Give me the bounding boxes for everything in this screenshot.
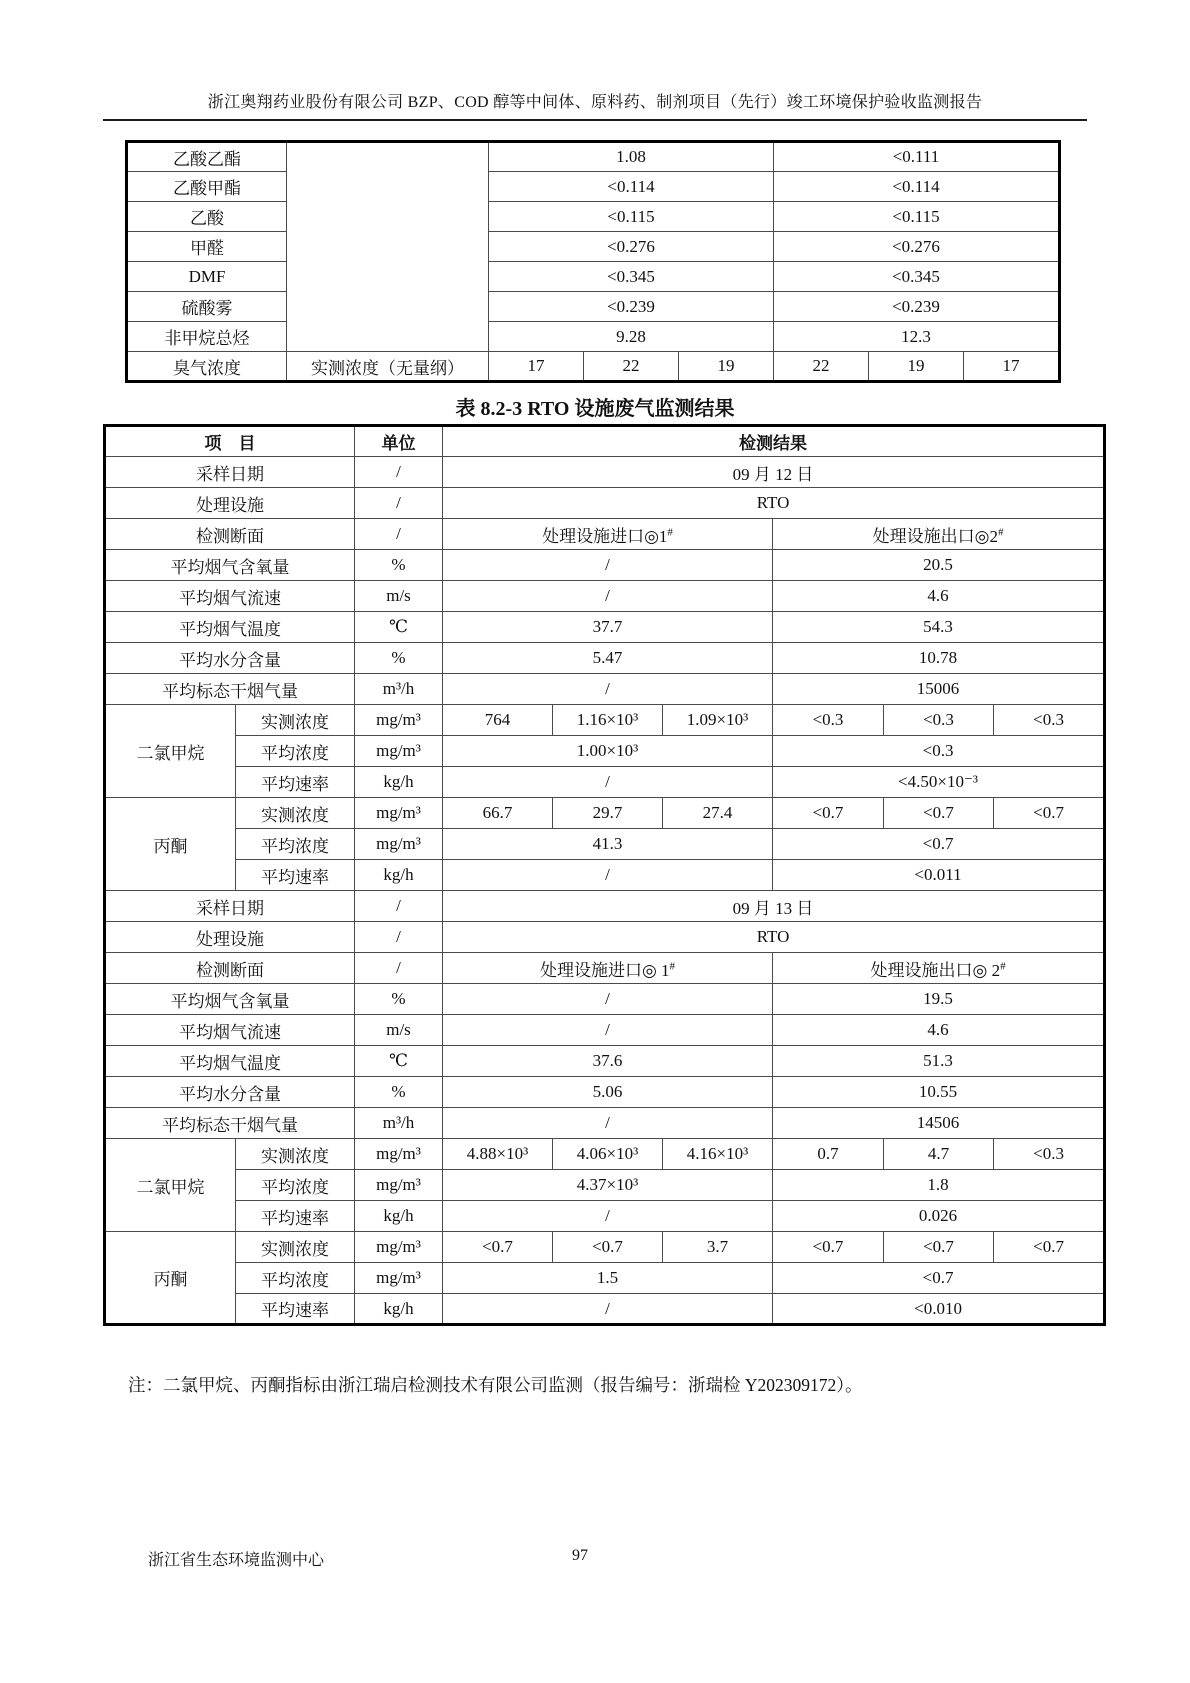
cell-sub-label: 实测浓度 xyxy=(236,798,355,829)
cell-sub-label: 平均速率 xyxy=(236,860,355,891)
cell-inlet-value: / xyxy=(443,550,773,581)
cell-sample-value: 27.4 xyxy=(663,798,773,829)
cell-item-name: 臭气浓度 xyxy=(127,352,287,382)
outlet-header-text: 处理设施出口◎2 xyxy=(872,526,998,546)
cell-inlet-value: / xyxy=(443,1201,773,1232)
cell-sample-value: 0.7 xyxy=(773,1139,884,1170)
cell-label: 平均烟气温度 xyxy=(105,1046,355,1077)
cell-pollutant-name: 二氯甲烷 xyxy=(105,1139,236,1232)
cell-pollutant-name: 丙酮 xyxy=(105,1232,236,1325)
pollutant-average-row xyxy=(105,1170,1105,1201)
cell-label: 处理设施 xyxy=(105,488,355,519)
pollutant-rate-row xyxy=(105,1201,1105,1232)
table-row xyxy=(127,172,1060,202)
header-result: 检测结果 xyxy=(443,426,1105,457)
cell-unit: / xyxy=(355,519,443,550)
cell-unit: ℃ xyxy=(355,1046,443,1077)
cell-outlet-value: 1.8 xyxy=(773,1170,1105,1201)
cell-unit: / xyxy=(355,891,443,922)
cell-inlet-value: <0.115 xyxy=(489,202,774,232)
table-row xyxy=(127,232,1060,262)
cell-inlet-value: / xyxy=(443,1294,773,1325)
cell-outlet-value: <0.114 xyxy=(774,172,1060,202)
cell-label: 检测断面 xyxy=(105,953,355,984)
cell-outlet-value: 10.78 xyxy=(773,643,1105,674)
cell-item-name: 甲醛 xyxy=(127,232,287,262)
cell-item-name: 乙酸 xyxy=(127,202,287,232)
cell-sub-label: 平均浓度 xyxy=(236,829,355,860)
cell-unit: mg/m³ xyxy=(355,705,443,736)
param-row xyxy=(105,1108,1105,1139)
cell-unit: kg/h xyxy=(355,1294,443,1325)
cell-unit: mg/m³ xyxy=(355,798,443,829)
cell-sample-value: 19 xyxy=(679,352,774,382)
cell-outlet-value: 54.3 xyxy=(773,612,1105,643)
cell-sample-value: 22 xyxy=(774,352,869,382)
empty-merged-cell xyxy=(287,142,489,352)
rto-monitoring-table xyxy=(103,424,1106,1326)
cell-value: 09 月 12 日 xyxy=(443,457,1105,488)
cell-outlet-value: 10.55 xyxy=(773,1077,1105,1108)
cell-unit: kg/h xyxy=(355,1201,443,1232)
cell-outlet-value: <0.7 xyxy=(773,829,1105,860)
cell-sub-label: 平均浓度 xyxy=(236,1263,355,1294)
cell-inlet-value: <0.114 xyxy=(489,172,774,202)
cell-inlet-value: 1.5 xyxy=(443,1263,773,1294)
cell-item-name: 乙酸乙酯 xyxy=(127,142,287,172)
cell-outlet-value: <0.010 xyxy=(773,1294,1105,1325)
cell-outlet-value: <0.111 xyxy=(774,142,1060,172)
cell-sample-value: 1.16×10³ xyxy=(553,705,663,736)
cell-sample-value: 22 xyxy=(584,352,679,382)
cell-label: 平均水分含量 xyxy=(105,1077,355,1108)
pollutant-average-row xyxy=(105,736,1105,767)
param-row xyxy=(105,674,1105,705)
sampling-date-row xyxy=(105,891,1105,922)
cell-sample-value: 764 xyxy=(443,705,553,736)
pollutant-measured-row xyxy=(105,1232,1105,1263)
cell-outlet-value: <0.239 xyxy=(774,292,1060,322)
cell-inlet-value: 1.08 xyxy=(489,142,774,172)
cell-sample-value: 4.06×10³ xyxy=(553,1139,663,1170)
cell-sample-value: <0.3 xyxy=(994,1139,1105,1170)
cell-sample-value: 19 xyxy=(869,352,964,382)
cell-unit: mg/m³ xyxy=(355,736,443,767)
cell-unit: / xyxy=(355,488,443,519)
cell-unit: mg/m³ xyxy=(355,1170,443,1201)
cell-outlet-value: 4.6 xyxy=(773,1015,1105,1046)
cell-unit: m³/h xyxy=(355,1108,443,1139)
inlet-header-sup: # xyxy=(669,959,676,972)
cell-sample-value: 17 xyxy=(964,352,1060,382)
cell-inlet-value: / xyxy=(443,581,773,612)
cell-inlet-value: 5.06 xyxy=(443,1077,773,1108)
param-row xyxy=(105,1015,1105,1046)
cell-value: RTO xyxy=(443,922,1105,953)
cell-sub-label: 平均速率 xyxy=(236,1294,355,1325)
outlet-header-text: 处理设施出口◎ 2 xyxy=(870,960,1001,980)
param-row xyxy=(105,1046,1105,1077)
cell-inlet-value: 4.37×10³ xyxy=(443,1170,773,1201)
cell-unit: % xyxy=(355,1077,443,1108)
table-row xyxy=(127,322,1060,352)
cell-label: 采样日期 xyxy=(105,891,355,922)
param-row xyxy=(105,1077,1105,1108)
cell-inlet-value: <0.239 xyxy=(489,292,774,322)
cell-sub-label: 平均浓度 xyxy=(236,1170,355,1201)
cell-label: 处理设施 xyxy=(105,922,355,953)
cell-sample-value: <0.7 xyxy=(994,798,1105,829)
cell-sample-value: <0.3 xyxy=(884,705,994,736)
cell-sample-value: 4.16×10³ xyxy=(663,1139,773,1170)
cell-label: 采样日期 xyxy=(105,457,355,488)
param-row xyxy=(105,550,1105,581)
pollutant-rate-row xyxy=(105,767,1105,798)
cell-value: RTO xyxy=(443,488,1105,519)
page-header-title: 浙江奥翔药业股份有限公司 BZP、COD 醇等中间体、原料药、制剂项目（先行）竣工环境保护验收监测报告 xyxy=(207,94,983,111)
cell-outlet-value: <0.3 xyxy=(773,736,1105,767)
table-row xyxy=(127,142,1060,172)
cell-outlet-value: 4.6 xyxy=(773,581,1105,612)
cell-unit: ℃ xyxy=(355,612,443,643)
cell-label: 平均烟气含氧量 xyxy=(105,550,355,581)
cell-sample-value: <0.7 xyxy=(884,798,994,829)
cell-inlet-header xyxy=(443,519,773,550)
param-row xyxy=(105,643,1105,674)
cell-item-name: 硫酸雾 xyxy=(127,292,287,322)
page-number: 97 xyxy=(572,1547,588,1564)
table-row xyxy=(127,202,1060,232)
table-row xyxy=(127,292,1060,322)
section-row xyxy=(105,519,1105,550)
header-row xyxy=(105,426,1105,457)
cell-sample-value: 66.7 xyxy=(443,798,553,829)
cell-outlet-value: 20.5 xyxy=(773,550,1105,581)
cell-outlet-value: 15006 xyxy=(773,674,1105,705)
pollutant-measured-row xyxy=(105,1139,1105,1170)
cell-unit: mg/m³ xyxy=(355,1263,443,1294)
cell-inlet-value: 37.6 xyxy=(443,1046,773,1077)
cell-unit: mg/m³ xyxy=(355,1232,443,1263)
cell-outlet-value: <0.345 xyxy=(774,262,1060,292)
cell-outlet-value: <0.011 xyxy=(773,860,1105,891)
cell-inlet-value: 1.00×10³ xyxy=(443,736,773,767)
cell-outlet-header xyxy=(773,953,1105,984)
cell-inlet-value: / xyxy=(443,767,773,798)
cell-sub-label: 平均浓度 xyxy=(236,736,355,767)
cell-inlet-value: 41.3 xyxy=(443,829,773,860)
cell-unit: kg/h xyxy=(355,860,443,891)
cell-unit: m³/h xyxy=(355,674,443,705)
cell-unit: m/s xyxy=(355,1015,443,1046)
cell-sample-value: <0.7 xyxy=(773,1232,884,1263)
cell-unit: / xyxy=(355,457,443,488)
cell-outlet-value: <0.115 xyxy=(774,202,1060,232)
pollutant-average-row xyxy=(105,829,1105,860)
param-row xyxy=(105,984,1105,1015)
cell-sub-label: 实测浓度 xyxy=(236,1232,355,1263)
inlet-header-sup: # xyxy=(667,525,673,538)
cell-inlet-value: / xyxy=(443,984,773,1015)
outlet-header-sup: # xyxy=(997,525,1004,538)
header-item: 项 目 xyxy=(105,426,355,457)
table-title: 表 8.2-3 RTO 设施废气监测结果 xyxy=(455,398,735,420)
header-unit: 单位 xyxy=(355,426,443,457)
cell-label: 平均水分含量 xyxy=(105,643,355,674)
cell-sample-value: <0.3 xyxy=(773,705,884,736)
cell-inlet-value: <0.345 xyxy=(489,262,774,292)
table-row xyxy=(127,262,1060,292)
cell-label: 平均标态干烟气量 xyxy=(105,674,355,705)
cell-sample-value: <0.7 xyxy=(553,1232,663,1263)
header-rule xyxy=(103,119,1087,121)
cell-outlet-value: <0.276 xyxy=(774,232,1060,262)
cell-outlet-header xyxy=(773,519,1105,550)
cell-sample-value: 1.09×10³ xyxy=(663,705,773,736)
cell-sample-value: 4.7 xyxy=(884,1139,994,1170)
cell-unit: / xyxy=(355,922,443,953)
cell-sample-value: <0.7 xyxy=(773,798,884,829)
cell-unit: mg/m³ xyxy=(355,1139,443,1170)
pollutant-measured-row xyxy=(105,798,1105,829)
cell-sub-label: 平均速率 xyxy=(236,767,355,798)
cell-item-name: 非甲烷总烃 xyxy=(127,322,287,352)
pollutant-average-row xyxy=(105,1263,1105,1294)
cell-inlet-value: 9.28 xyxy=(489,322,774,352)
cell-pollutant-name: 丙酮 xyxy=(105,798,236,891)
cell-unit: % xyxy=(355,984,443,1015)
cell-label: 平均烟气流速 xyxy=(105,1015,355,1046)
cell-pollutant-name: 二氯甲烷 xyxy=(105,705,236,798)
emissions-continued-table xyxy=(125,140,1061,383)
table-note: 注：二氯甲烷、丙酮指标由浙江瑞启检测技术有限公司监测（报告编号：浙瑞检 Y202309172）。 xyxy=(128,1375,863,1395)
cell-inlet-value: 37.7 xyxy=(443,612,773,643)
cell-inlet-value: / xyxy=(443,674,773,705)
cell-sample-value: <0.7 xyxy=(443,1232,553,1263)
cell-unit: m/s xyxy=(355,581,443,612)
section-row xyxy=(105,953,1105,984)
facility-row xyxy=(105,488,1105,519)
cell-unit: % xyxy=(355,550,443,581)
cell-sample-value: <0.3 xyxy=(994,705,1105,736)
cell-item-name: DMF xyxy=(127,262,287,292)
param-row xyxy=(105,581,1105,612)
cell-inlet-header xyxy=(443,953,773,984)
cell-sub-label: 实测浓度 xyxy=(236,705,355,736)
cell-outlet-value: <0.7 xyxy=(773,1263,1105,1294)
cell-label: 平均标态干烟气量 xyxy=(105,1108,355,1139)
cell-sample-value: 3.7 xyxy=(663,1232,773,1263)
cell-sample-value: 4.88×10³ xyxy=(443,1139,553,1170)
outlet-header-sup: # xyxy=(1000,959,1006,972)
sampling-date-row xyxy=(105,457,1105,488)
cell-inlet-value: <0.276 xyxy=(489,232,774,262)
cell-outlet-value: 51.3 xyxy=(773,1046,1105,1077)
cell-inlet-value: 5.47 xyxy=(443,643,773,674)
pollutant-rate-row xyxy=(105,1294,1105,1325)
cell-inlet-value: / xyxy=(443,1108,773,1139)
cell-sub-label: 平均速率 xyxy=(236,1201,355,1232)
param-row xyxy=(105,612,1105,643)
cell-outlet-value: <4.50×10⁻³ xyxy=(773,767,1105,798)
cell-unit: % xyxy=(355,643,443,674)
cell-inlet-value: / xyxy=(443,860,773,891)
footer-organization: 浙江省生态环境监测中心 xyxy=(148,1552,325,1569)
cell-outlet-value: 12.3 xyxy=(774,322,1060,352)
cell-outlet-value: 0.026 xyxy=(773,1201,1105,1232)
cell-unit: mg/m³ xyxy=(355,829,443,860)
pollutant-rate-row xyxy=(105,860,1105,891)
cell-item-name: 乙酸甲酯 xyxy=(127,172,287,202)
cell-sample-value: <0.7 xyxy=(994,1232,1105,1263)
cell-label: 平均烟气温度 xyxy=(105,612,355,643)
cell-sub-label: 实测浓度 xyxy=(236,1139,355,1170)
cell-outlet-value: 19.5 xyxy=(773,984,1105,1015)
cell-unit: kg/h xyxy=(355,767,443,798)
cell-outlet-value: 14506 xyxy=(773,1108,1105,1139)
cell-label: 检测断面 xyxy=(105,519,355,550)
inlet-header-text: 处理设施进口◎1 xyxy=(542,526,668,546)
odor-row xyxy=(127,352,1060,382)
cell-inlet-value: / xyxy=(443,1015,773,1046)
cell-value: 09 月 13 日 xyxy=(443,891,1105,922)
cell-sample-value: <0.7 xyxy=(884,1232,994,1263)
inlet-header-text: 处理设施进口◎ 1 xyxy=(539,960,670,980)
cell-label: 平均烟气含氧量 xyxy=(105,984,355,1015)
cell-sub-label: 实测浓度（无量纲） xyxy=(287,352,489,382)
facility-row xyxy=(105,922,1105,953)
pollutant-measured-row xyxy=(105,705,1105,736)
cell-sample-value: 17 xyxy=(489,352,584,382)
cell-label: 平均烟气流速 xyxy=(105,581,355,612)
cell-sample-value: 29.7 xyxy=(553,798,663,829)
cell-unit: / xyxy=(355,953,443,984)
